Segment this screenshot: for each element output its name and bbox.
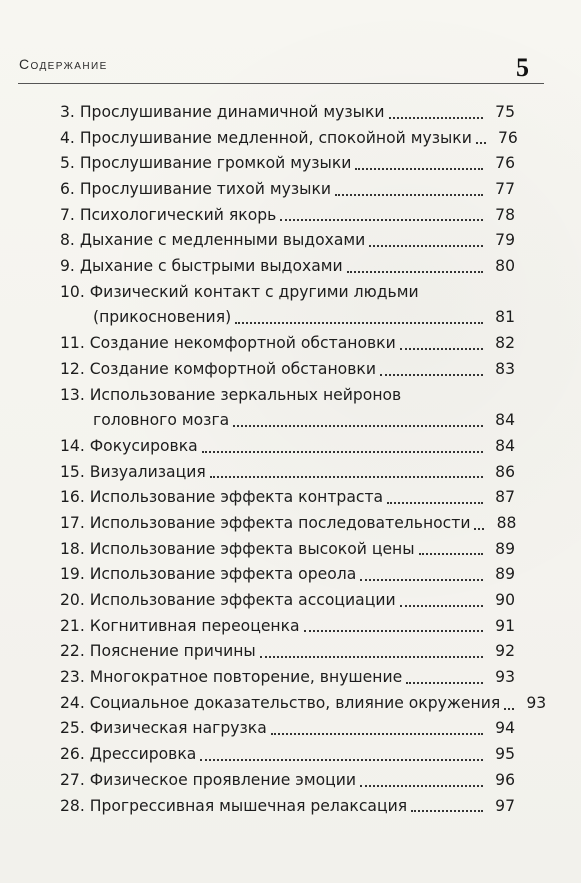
toc-entry-title: 28. Прогрессивная мышечная релаксация [60, 796, 408, 815]
toc-line [60, 203, 515, 229]
toc-entry-title: 3. Прослушивание динамичной музыки [60, 102, 385, 121]
toc-entry-title-continuation: головного мозга [93, 411, 230, 430]
toc-page-number: 83 [495, 359, 515, 378]
toc-page-number: 96 [495, 770, 515, 789]
toc-line [60, 357, 515, 383]
toc-entry-title: 17. Использование эффекта последовательности [60, 513, 471, 532]
toc-entry [60, 434, 515, 460]
toc-entry-title: 16. Использование эффекта контраста [60, 488, 384, 507]
toc-page-number: 88 [496, 513, 517, 532]
leader-dots [387, 502, 483, 504]
toc-entry [60, 203, 515, 229]
toc-entry [60, 691, 547, 717]
leader-dots [304, 630, 483, 632]
toc-entry-title: 23. Многократное повторение, внушение [60, 668, 403, 687]
toc-entry-title: 22. Пояснение причины [60, 642, 256, 661]
toc-entry-title: 18. Использование эффекта высокой цены [60, 539, 415, 558]
page-number: 5 [516, 53, 529, 82]
toc-line [60, 100, 515, 126]
toc-page-number: 82 [495, 334, 515, 353]
toc-line [60, 665, 515, 691]
toc-page-number: 90 [495, 591, 515, 610]
toc-page-number: 79 [495, 231, 515, 250]
toc-line [60, 742, 515, 768]
toc-entry [60, 126, 518, 152]
toc-line [60, 306, 515, 332]
header-divider [18, 83, 544, 84]
toc-entry [60, 357, 515, 383]
toc-entry [60, 768, 515, 794]
toc-entry-title: 20. Использование эффекта ассоциации [60, 591, 396, 610]
toc-page-number: 87 [495, 488, 515, 507]
leader-dots [360, 785, 483, 787]
toc-entry [60, 100, 515, 126]
toc-entry-title: 24. Социальное доказательство, влияние окружения [60, 693, 501, 712]
toc-entry-title: 26. Дрессировка [60, 745, 197, 764]
toc-line [60, 177, 515, 203]
leader-dots [389, 117, 483, 119]
toc-entry [60, 485, 515, 511]
toc-page-number: 93 [495, 668, 515, 687]
leader-dots [260, 656, 483, 658]
toc-line [60, 794, 515, 820]
toc-entry-title: 15. Визуализация [60, 462, 206, 481]
toc-line [60, 408, 515, 434]
toc-entry-title: 11. Создание некомфортной обстановки [60, 334, 396, 353]
toc-line [60, 280, 515, 306]
toc-line [60, 331, 515, 357]
table-of-contents [60, 100, 547, 819]
toc-line [60, 614, 515, 640]
leader-dots [210, 476, 483, 478]
toc-page-number: 86 [495, 462, 515, 481]
toc-entry-title: 6. Прослушивание тихой музыки [60, 180, 332, 199]
toc-entry-title: 21. Когнитивная переоценка [60, 616, 300, 635]
toc-entry [60, 742, 515, 768]
toc-entry-title: 9. Дыхание с быстрыми выдохами [60, 257, 343, 276]
toc-page-number: 84 [495, 411, 515, 430]
leader-dots [400, 348, 483, 350]
leader-dots [347, 271, 483, 273]
toc-page-number: 77 [495, 180, 515, 199]
leader-dots [400, 605, 483, 607]
leader-dots [406, 682, 483, 684]
toc-entry-title: 19. Использование эффекта ореола [60, 565, 357, 584]
leader-dots [419, 553, 483, 555]
toc-entry [60, 460, 515, 486]
toc-page-number: 97 [495, 796, 515, 815]
toc-line [60, 691, 547, 717]
toc-line [60, 562, 515, 588]
toc-page-number: 76 [498, 128, 518, 147]
toc-entry-title: 12. Создание комфортной обстановки [60, 359, 376, 378]
leader-dots [335, 194, 483, 196]
toc-line [60, 537, 515, 563]
toc-entry-title: 7. Психологический якорь [60, 205, 277, 224]
leader-dots [202, 451, 483, 453]
leader-dots [504, 708, 514, 710]
toc-line [60, 434, 515, 460]
toc-line [60, 639, 515, 665]
toc-line [60, 254, 515, 280]
toc-line [60, 228, 515, 254]
toc-entry [60, 537, 515, 563]
toc-entry-title: 25. Физическая нагрузка [60, 719, 267, 738]
toc-entry [60, 228, 515, 254]
toc-entry-title: 10. Физический контакт с другими людьми [60, 282, 419, 301]
toc-page-number: 76 [495, 154, 515, 173]
toc-entry [60, 151, 515, 177]
toc-page-number: 81 [495, 308, 515, 327]
toc-line [60, 768, 515, 794]
toc-page-number: 84 [495, 436, 515, 455]
toc-entry [60, 511, 515, 537]
toc-entry-title: 27. Физическое проявление эмоции [60, 770, 357, 789]
leader-dots [355, 168, 483, 170]
leader-dots [369, 245, 483, 247]
toc-entry [60, 794, 515, 820]
toc-page-number: 94 [495, 719, 515, 738]
leader-dots [476, 142, 486, 144]
toc-page-number: 80 [495, 257, 515, 276]
toc-entry [60, 588, 515, 614]
toc-line [60, 383, 515, 409]
leader-dots [235, 322, 483, 324]
toc-entry [60, 383, 515, 434]
running-header-title: Содержание [19, 56, 108, 72]
leader-dots [233, 425, 483, 427]
toc-entry [60, 614, 515, 640]
leader-dots [280, 219, 483, 221]
toc-page-number: 91 [495, 616, 515, 635]
toc-entry [60, 562, 515, 588]
toc-page-number: 89 [495, 539, 515, 558]
leader-dots [411, 810, 483, 812]
toc-line [60, 151, 515, 177]
toc-entry-title: 8. Дыхание с медленными выдохами [60, 231, 366, 250]
toc-entry [60, 639, 515, 665]
leader-dots [271, 733, 483, 735]
toc-entry-title-continuation: (прикосновения) [93, 308, 232, 327]
toc-page-number: 95 [495, 745, 515, 764]
toc-line [60, 126, 518, 152]
toc-line [60, 511, 515, 537]
toc-page-number: 89 [495, 565, 515, 584]
toc-page-number: 92 [495, 642, 515, 661]
toc-entry-title: 5. Прослушивание громкой музыки [60, 154, 352, 173]
toc-line [60, 717, 515, 743]
toc-entry-title: 4. Прослушивание медленной, спокойной музыки [60, 128, 472, 147]
toc-line [60, 460, 515, 486]
toc-entry [60, 331, 515, 357]
toc-line [60, 588, 515, 614]
toc-entry-title: 14. Фокусировка [60, 436, 198, 455]
leader-dots [474, 528, 484, 530]
toc-entry [60, 665, 515, 691]
leader-dots [380, 374, 483, 376]
toc-entry-title: 13. Использование зеркальных нейронов [60, 385, 402, 404]
toc-page-number: 78 [495, 205, 515, 224]
leader-dots [360, 579, 483, 581]
toc-line [60, 485, 515, 511]
toc-entry [60, 280, 515, 331]
toc-page-number: 93 [526, 693, 547, 712]
toc-entry [60, 717, 515, 743]
toc-entry [60, 254, 515, 280]
toc-entry [60, 177, 515, 203]
toc-page-number: 75 [495, 102, 515, 121]
leader-dots [200, 759, 483, 761]
